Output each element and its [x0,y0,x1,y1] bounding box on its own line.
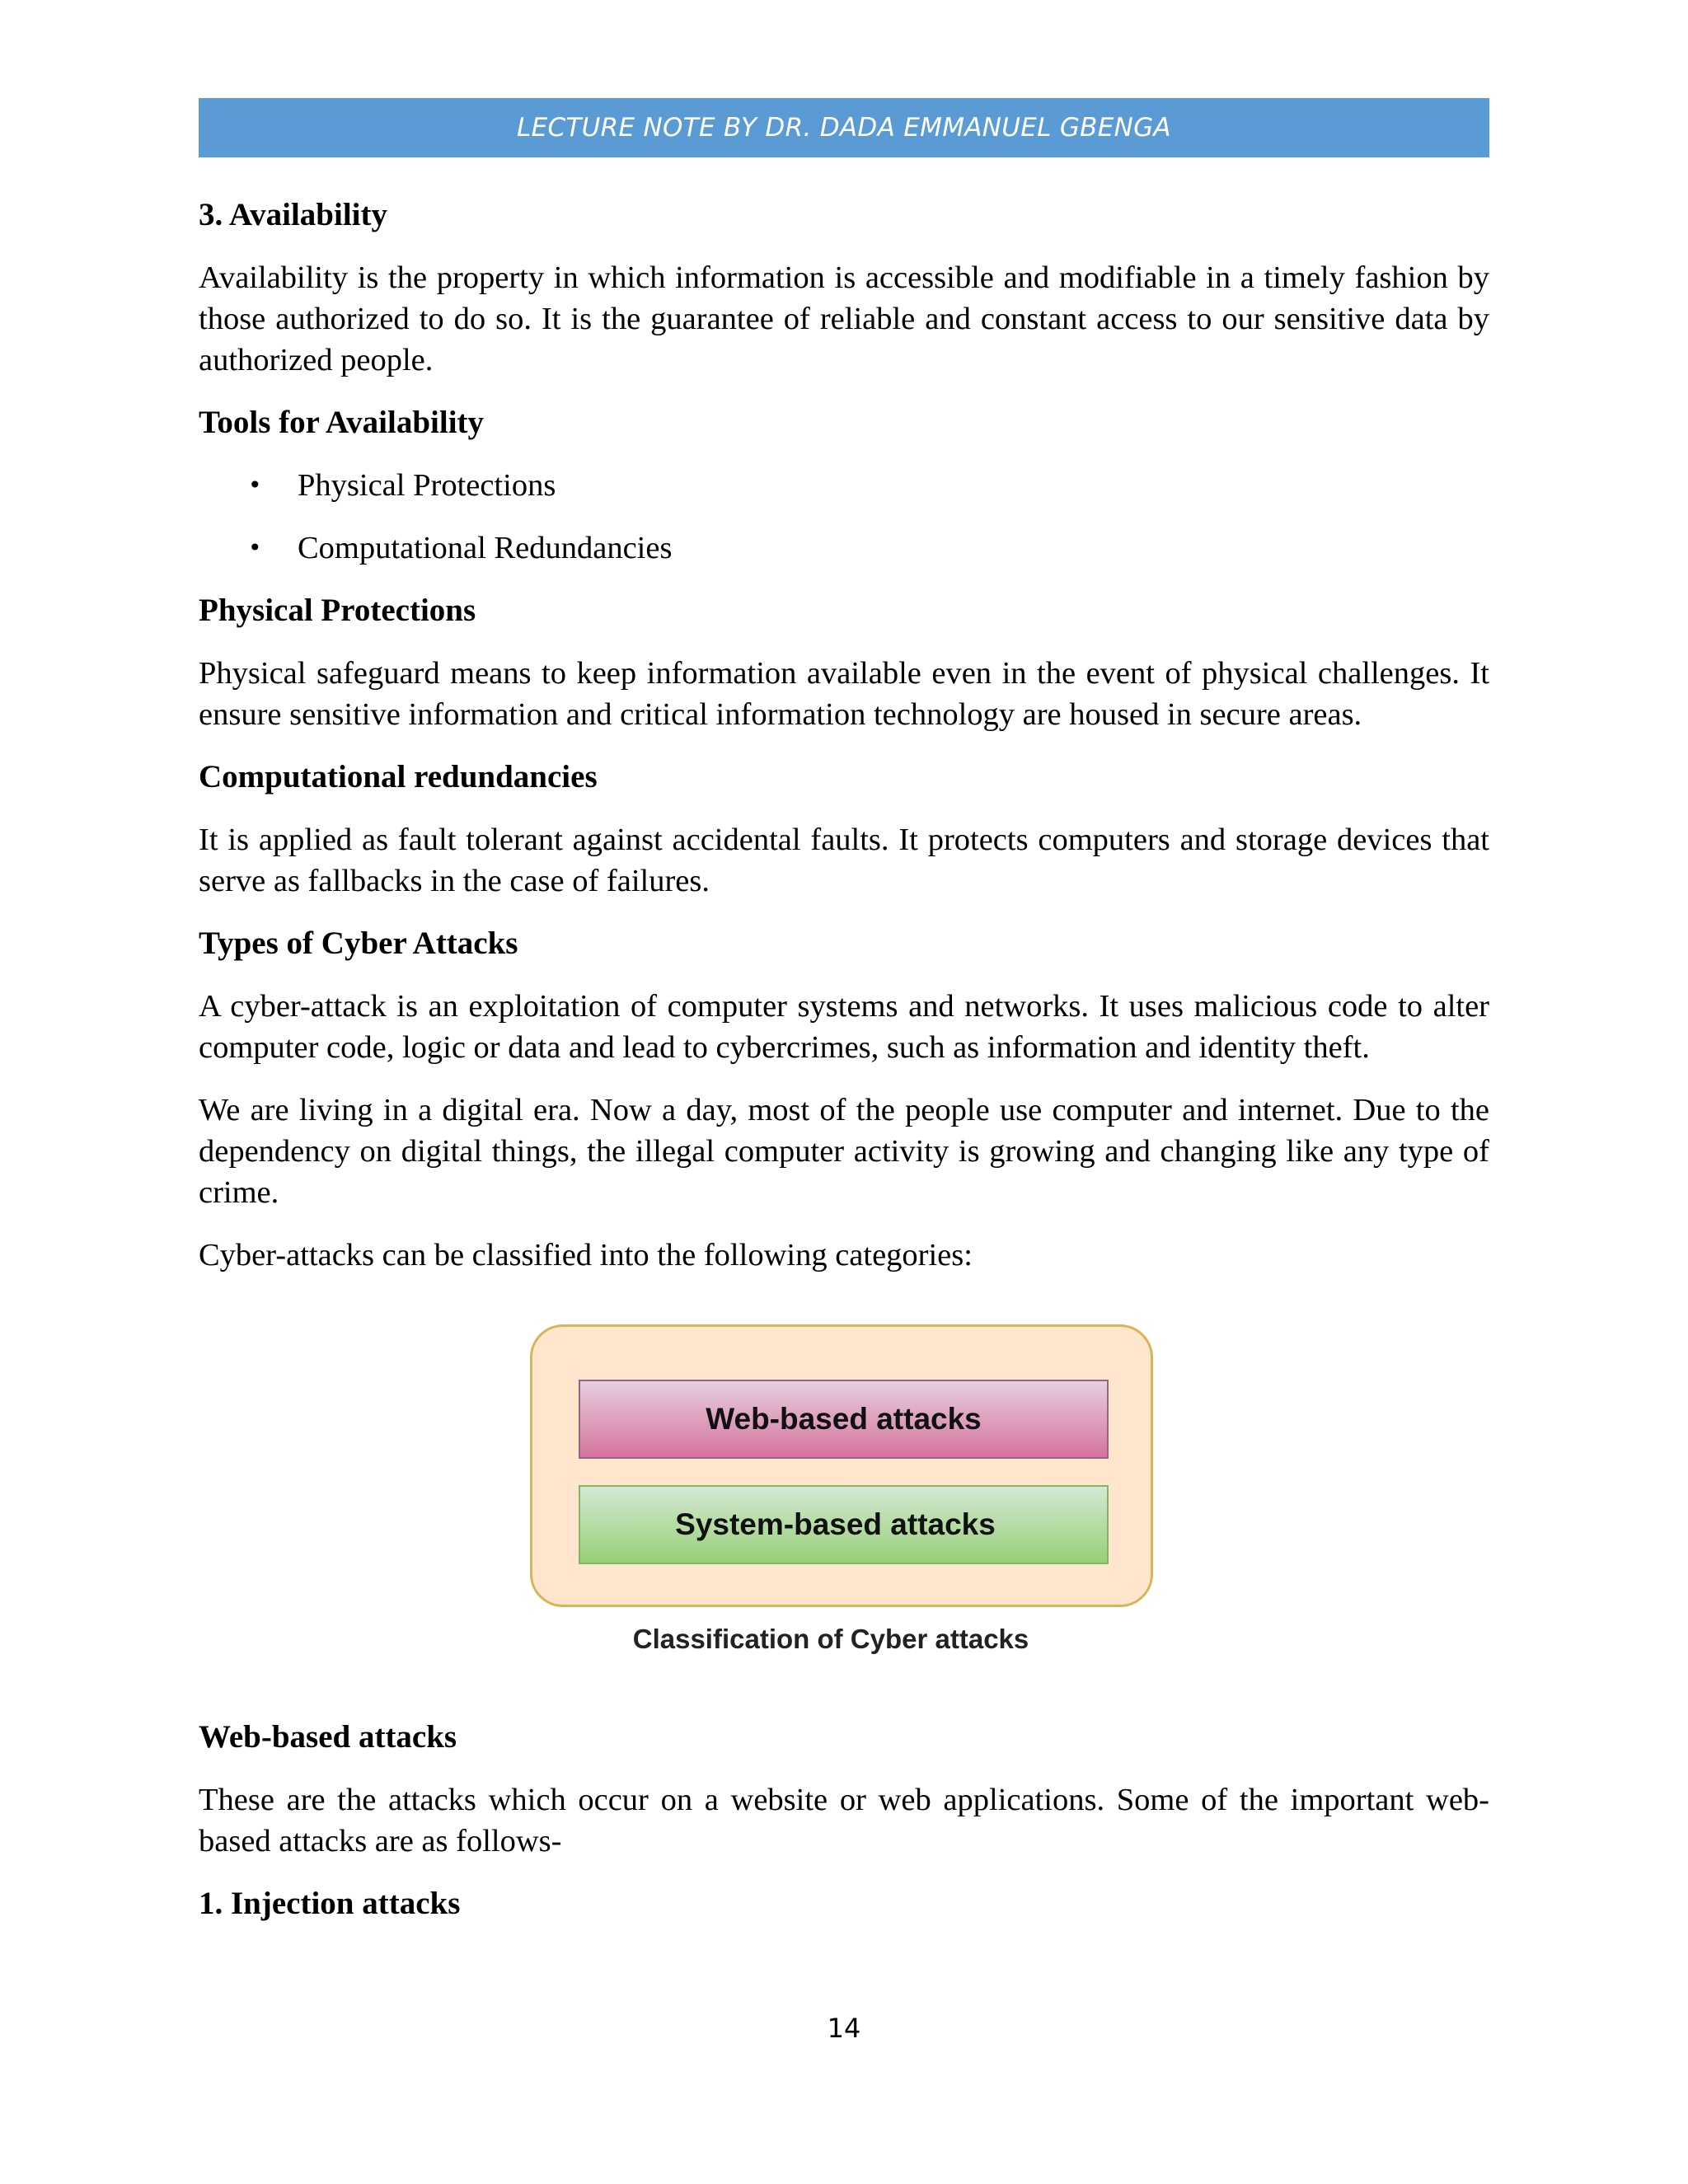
tools-heading: Tools for Availability [199,405,485,440]
web-based-attacks-box [579,1380,1109,1459]
web-attacks-paragraph: These are the attacks which occur on a website or web applications. Some of the important web-based attacks are as follows- [199,1783,1489,1858]
cyber-paragraph-3: Cyber-attacks can be classified into the following categories: [199,1238,973,1272]
system-based-attacks-label: System-based attacks [675,1507,996,1541]
bullet-icon: • [248,471,262,499]
page-number: 14 [827,2013,861,2044]
cyber-paragraph-1: A cyber-attack is an exploitation of computer systems and networks. It uses malicious code to alter computer code, logic or data and lead to cybercrimes, such as information and identity theft. [199,989,1489,1065]
cyber-paragraph-2: We are living in a digital era. Now a day, most of the people use computer and internet. Due to the dependency on digital things, the illegal computer activity is growing and changing like any type of crime. [199,1093,1489,1210]
tools-list [199,465,1489,569]
diagram-caption: Classification of Cyber attacks [632,1624,1029,1654]
computational-paragraph: It is applied as fault tolerant against accidental faults. It protects computers and storage devices that serve as fallbacks in the case of failures. [199,823,1489,898]
secondary-content [199,1717,1489,1946]
availability-heading: 3. Availability [199,197,387,232]
list-item [199,527,1489,569]
list-item [199,465,1489,506]
main-content [199,194,1489,1297]
header-bar [199,98,1489,157]
web-attacks-heading: Web-based attacks [199,1719,457,1755]
classification-diagram [530,1324,1153,1607]
system-based-attacks-box [579,1485,1109,1564]
computational-heading: Computational redundancies [199,759,598,794]
injection-heading: 1. Injection attacks [199,1886,461,1921]
header-title: LECTURE NOTE BY DR. DADA EMMANUEL GBENGA [517,113,1171,143]
web-based-attacks-label: Web-based attacks [706,1402,982,1436]
physical-heading: Physical Protections [199,593,476,628]
tools-item-label: Physical Protections [298,468,556,503]
availability-paragraph: Availability is the property in which information is accessible and modifiable in a timely fashion by those authorized to do so. It is the guarantee of reliable and constant access to our sensitive data by authorized people. [199,260,1489,377]
cyber-heading: Types of Cyber Attacks [199,926,518,961]
tools-item-label: Computational Redundancies [298,531,673,565]
bullet-icon: • [248,534,262,561]
physical-paragraph: Physical safeguard means to keep information available even in the event of physical challenges. It ensure sensitive information and critical information technology are housed in secure areas. [199,656,1489,732]
